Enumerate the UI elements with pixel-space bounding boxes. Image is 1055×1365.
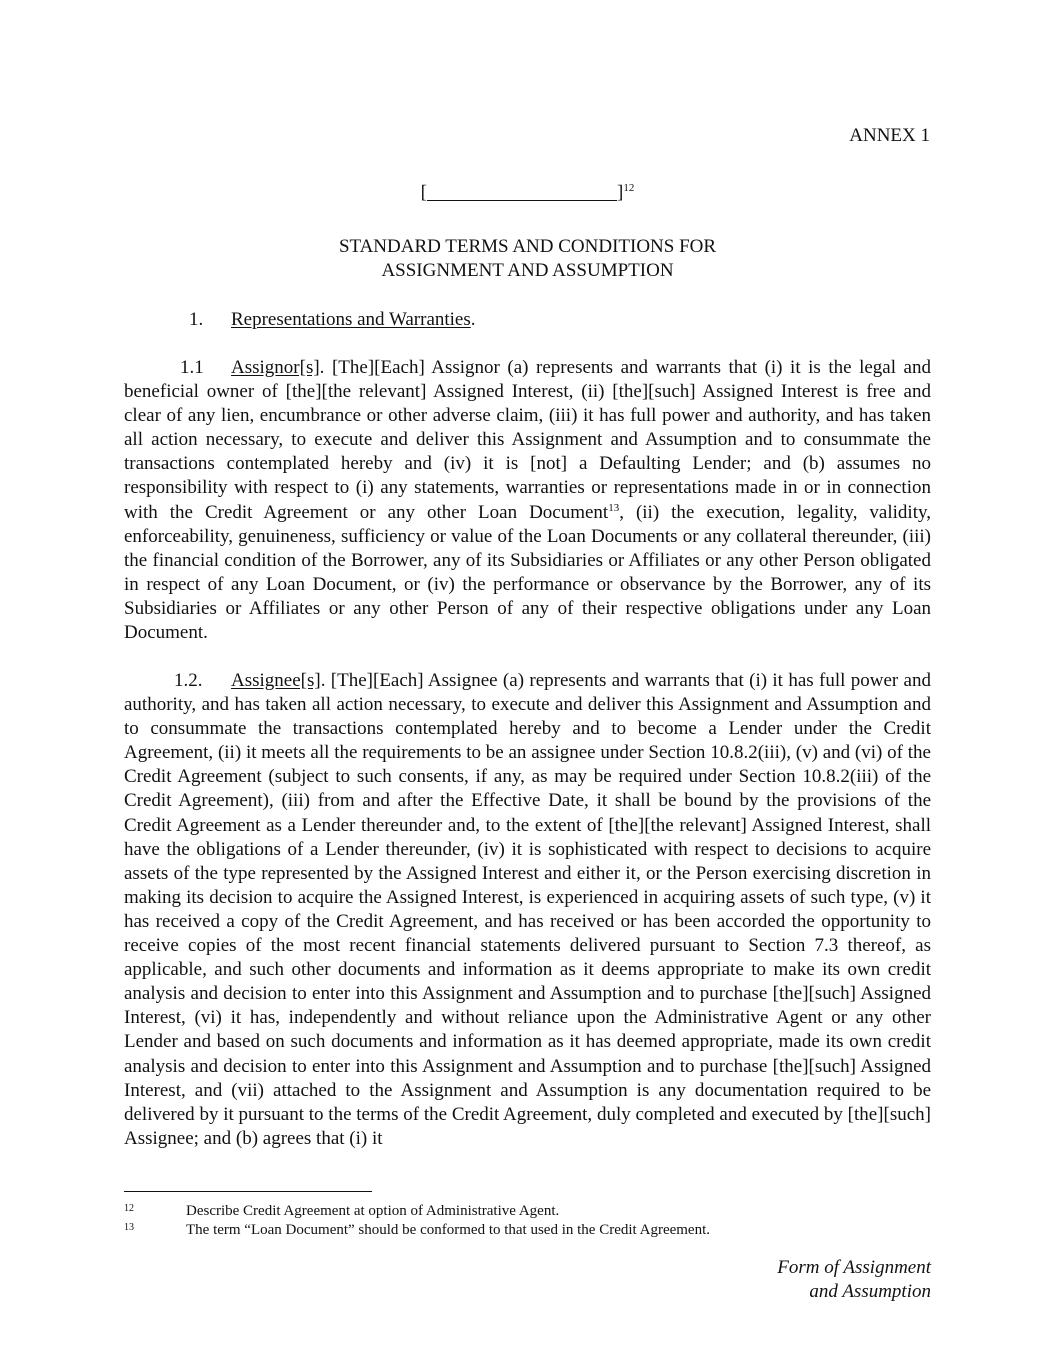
footer-line-2: and Assumption — [809, 1281, 931, 1302]
footnote-separator — [124, 1191, 372, 1192]
footnote-text: The term “Loan Document” should be conformed to that used in the Credit Agreement. — [186, 1222, 711, 1238]
page-footer — [777, 1256, 931, 1304]
footnote-12 — [124, 1202, 931, 1221]
footnote-13 — [124, 1221, 931, 1240]
section-number: 1. — [189, 309, 204, 330]
paragraph-text: . [The][Each] Assignor (a) represents and warrants that (i) it is the legal and beneficial owner of [the][the relevant] Assigned Interest, (ii) [the][such] Assigned Interest is free and clear of any lien, encumbrance or other adverse claim, (iii) it has full power and authority, and has taken all action necessary, to execute and deliver this Assignment and Assumption and to consummate the transactions contemplated hereby and (iv) it is [not] a Defaulting Lender; and (b) assumes no responsibility with respect to (i) any statements, warranties or representations made in or in connection with the Credit Agreement or any other Loan Document — [124, 357, 931, 523]
section-title-period: . — [470, 309, 476, 330]
paragraph-1-1 — [124, 356, 931, 645]
section-title: Representations and Warranties — [231, 309, 471, 330]
title-line-1: STANDARD TERMS AND CONDITIONS FOR — [338, 236, 717, 257]
paragraph-heading: Assignor[s] — [231, 357, 320, 378]
document-title — [0, 235, 1055, 283]
bracket-open: [ — [420, 182, 427, 203]
section-1-heading — [189, 308, 476, 332]
footer-line-1: Form of Assignment — [777, 1257, 931, 1278]
paragraph-number: 1.2. — [174, 670, 203, 691]
footnotes — [124, 1202, 931, 1240]
footnote-ref-12: 12 — [623, 182, 635, 194]
title-line-2: ASSIGNMENT AND ASSUMPTION — [381, 260, 674, 281]
paragraph-text: . [The][Each] Assignee (a) represents and warrants that (i) it has full power and authority, and has taken all action necessary, to execute and deliver this Assignment and Assumption and to consummate the transactions contemplated hereby and to become a Lender under the Credit Agreement, (ii) it meets all the requirements to be an assignee under Section 10.8.2(iii), (v) and (vi) of the Credit Agreement (subject to such consents, if any, as may be required under Section 10.8.2(iii) of the Credit Agreement), (iii) from and after the Effective Date, it shall be bound by the provisions of the Credit Agreement as a Lender thereunder and, to the extent of [the][the relevant] Assigned Interest, shall have the obligations of a Lender thereunder, (iv) it is sophisticated with respect to decisions to acquire assets of the type represented by the Assigned Interest and either it, or the Person exercising discretion in making its decision to acquire the Assigned Interest, is experienced in acquiring assets of such type, (v) it has received a copy of the Credit Agreement, and has received or has been accorded the opportunity to receive copies of the most recent financial statements delivered pursuant to Section 7.3 thereof, as applicable, and such other documents and information as it deems appropriate to make its own credit analysis and decision to enter into this Assignment and Assumption and to purchase [the][such] Assigned Interest, (vi) it has, independently and without reliance upon the Administrative Agent or any other Lender and based on such documents and information as it has deemed appropriate, made its own credit analysis and decision to enter into this Assignment and Assumption and to purchase [the][such] Assigned Interest, and (vii) attached to the Assignment and Assumption is any documentation required to be delivered by it pursuant to the terms of the Credit Agreement, duly completed and executed by [the][such] Assignee; and (b) agrees that (i) it — [124, 670, 931, 1149]
paragraph-number: 1.1 — [180, 357, 204, 378]
footnote-ref-13: 13 — [608, 501, 620, 514]
paragraph-heading: Assignee[s] — [231, 670, 321, 691]
blank-line — [427, 180, 617, 201]
footnote-text: Describe Credit Agreement at option of Administrative Agent. — [186, 1203, 560, 1219]
footnote-mark: 13 — [124, 1222, 134, 1233]
agreement-name-placeholder — [0, 180, 1055, 205]
footnote-mark: 12 — [124, 1203, 134, 1214]
paragraph-1-2 — [124, 669, 931, 1151]
annex-label: ANNEX 1 — [849, 125, 930, 146]
bracket-close: ] — [617, 182, 624, 203]
paragraph-text-continued: , (ii) the execution, legality, validity, enforceability, genuineness, sufficiency or value of the Loan Documents or any collateral thereunder, (iii) the financial condition of the Borrower, any of its Subsidiaries or Affiliates or any other Person obligated in respect of any Loan Document, or (iv) the performance or observance by the Borrower, any of its Subsidiaries or Affiliates or any other Person of any of their respective obligations under any Loan Document. — [124, 501, 931, 644]
